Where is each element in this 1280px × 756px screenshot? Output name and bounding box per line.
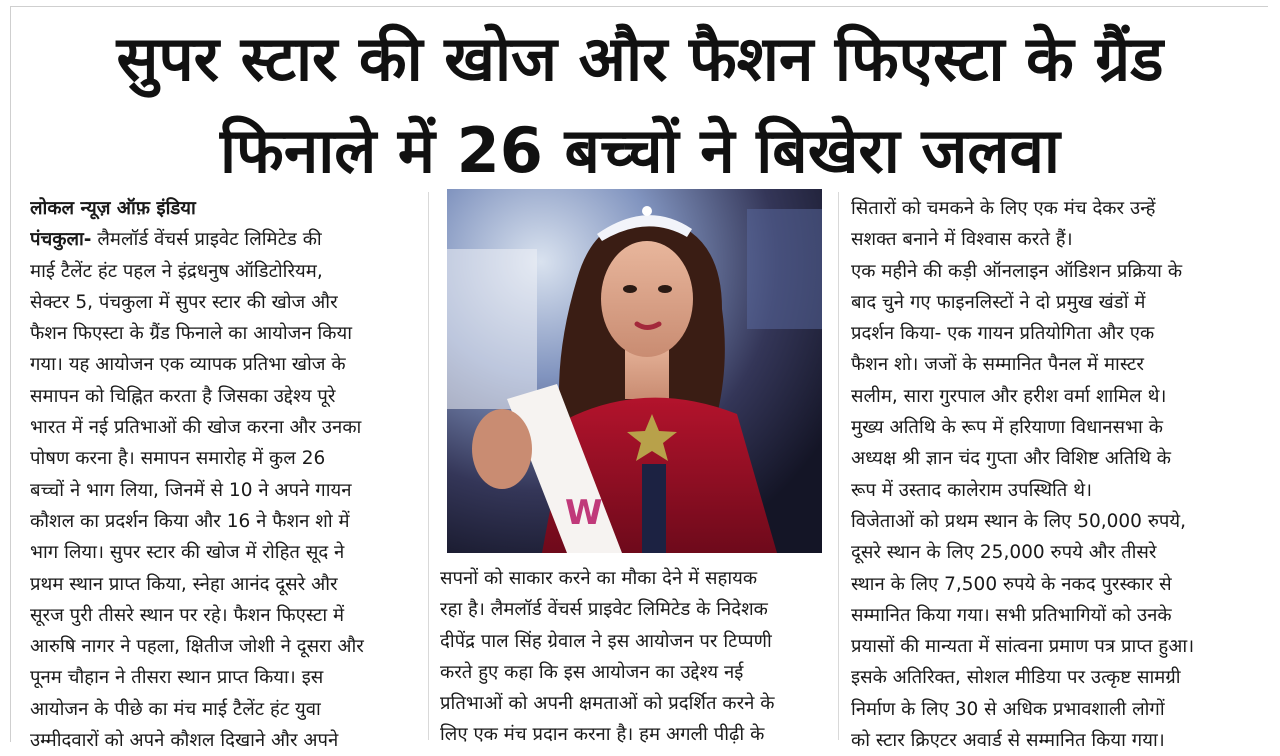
article-line: बाद चुने गए फाइनलिस्टों ने दो प्रमुख खंडों में: [851, 291, 1146, 313]
article-line: प्रथम स्थान प्राप्त किया, स्नेहा आनंद दूसरे और: [30, 573, 338, 595]
article-line: माई टैलेंट हंट पहल ने इंद्रधनुष ऑडिटोरियम,: [30, 260, 323, 282]
article-photo: [447, 189, 822, 553]
column-divider-right: [838, 192, 839, 740]
article-line: भाग लिया। सुपर स्टार की खोज में रोहित सूद ने: [30, 542, 345, 564]
article-line: पोषण करना है। समापन समारोह में कुल 26: [30, 448, 326, 470]
article-line: को स्टार क्रिएटर अवार्ड से सम्मानित किया गया।: [851, 730, 1165, 752]
photo-illustration: [447, 189, 822, 553]
article-line: [30, 224, 415, 255]
article-line: अध्यक्ष श्री ज्ञान चंद गुप्ता और विशिष्ट अतिथि के: [851, 448, 1171, 470]
article-line: समापन को चिह्नित करता है जिसका उद्देश्य पूरे: [30, 385, 336, 407]
article-line: विजेताओं को प्रथम स्थान के लिए 50,000 रुपये,: [851, 510, 1187, 532]
article-line: दीपेंद्र पाल सिंह ग्रेवाल ने इस आयोजन पर टिप्पणी: [440, 630, 772, 652]
article-line: गया। यह आयोजन एक व्यापक प्रतिभा खोज के: [30, 354, 346, 376]
dateline: पंचकुला-: [30, 229, 92, 251]
article-line: सम्मानित किया गया। सभी प्रतिभागियों को उनके: [851, 604, 1172, 626]
article-line: उम्मीदवारों को अपने कौशल दिखाने और अपने: [30, 730, 339, 752]
article-line: कौशल का प्रदर्शन किया और 16 ने फैशन शो में: [30, 510, 350, 532]
article-line: सशक्त बनाने में विश्वास करते हैं।: [851, 229, 1073, 251]
article-line: आयोजन के पीछे का मंच माई टैलेंट हंट युवा: [30, 698, 321, 720]
headline-line-1: सुपर स्टार की खोज और फैशन फिएस्टा के ग्रैंड: [116, 22, 1164, 95]
article-line: रूप में उस्ताद कालेराम उपस्थिति थे।: [851, 479, 1093, 501]
article-line: इसके अतिरिक्त, सोशल मीडिया पर उत्कृष्ट सामग्री: [851, 667, 1181, 689]
article-line: आरुषि नागर ने पहला, क्षितीज जोशी ने दूसरा और: [30, 636, 364, 658]
byline: लोकल न्यूज़ ऑफ़ इंडिया: [30, 198, 196, 219]
article-line: सूरज पुरी तीसरे स्थान पर रहे। फैशन फिएस्टा में: [30, 604, 345, 626]
article-line: सेक्टर 5, पंचकुला में सुपर स्टार की खोज और: [30, 291, 338, 313]
article-line: स्थान के लिए 7,500 रुपये के नकद पुरस्कार से: [851, 573, 1172, 595]
article-line: पूनम चौहान ने तीसरा स्थान प्राप्त किया। इस: [30, 667, 324, 689]
headline-line-2: फिनाले में 26 बच्चों ने बिखेरा जलवा: [219, 114, 1060, 187]
article-line: मुख्य अतिथि के रूप में हरियाणा विधानसभा के: [851, 417, 1163, 439]
column-divider-left: [428, 192, 429, 740]
svg-text:W: W: [565, 493, 603, 533]
article-line: प्रयासों की मान्यता में सांत्वना प्रमाण पत्र प्राप्त हुआ।: [851, 636, 1195, 658]
article-line: दूसरे स्थान के लिए 25,000 रुपये और तीसरे: [851, 542, 1157, 564]
article-column-left: [30, 193, 415, 756]
article-line: एक महीने की कड़ी ऑनलाइन ऑडिशन प्रक्रिया के: [851, 260, 1183, 282]
article-column-middle: [440, 563, 830, 751]
article-line: सपनों को साकार करने का मौका देने में सहायक: [440, 568, 758, 589]
article-line: फैशन शो। जजों के सम्मानित पैनल में मास्टर: [851, 354, 1144, 376]
article-line: भारत में नई प्रतिभाओं की खोज करना और उनका: [30, 417, 362, 439]
article-line: सलीम, सारा गुरपाल और हरीश वर्मा शामिल थे।: [851, 385, 1167, 407]
article-line: बच्चों ने भाग लिया, जिनमें से 10 ने अपने गायन: [30, 479, 352, 501]
article-line: रहा है। लैमलॉर्ड वेंचर्स प्राइवेट लिमिटेड के निदेशक: [440, 599, 768, 621]
article-line: निर्माण के लिए 30 से अधिक प्रभावशाली लोगों: [851, 698, 1165, 720]
article-line: प्रदर्शन किया- एक गायन प्रतियोगिता और एक: [851, 323, 1155, 345]
article-line: करते हुए कहा कि इस आयोजन का उद्देश्य नई: [440, 661, 744, 683]
article-line: प्रतिभाओं को अपनी क्षमताओं को प्रदर्शित करने के: [440, 693, 775, 715]
article-line: लिए एक मंच प्रदान करना है। हम अगली पीढ़ी के: [440, 724, 765, 746]
article-line: सितारों को चमकने के लिए एक मंच देकर उन्हें: [851, 198, 1156, 219]
article-line: फैशन फिएस्टा के ग्रैंड फिनाले का आयोजन किया: [30, 323, 353, 345]
article-column-right: [851, 193, 1241, 756]
article-line-text: लैमलॉर्ड वेंचर्स प्राइवेट लिमिटेड की: [97, 229, 322, 251]
